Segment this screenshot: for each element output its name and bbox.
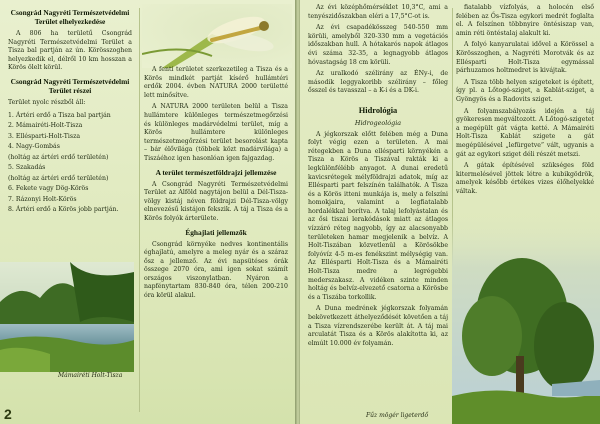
left-page xyxy=(0,0,296,424)
natura-paragraph-1: A fenti területet szerkezetileg a Tisza és a Körös mindkét partját kísérő hullámtéri erdők 2004. évben NATURA 2000 területté lett minősítve. xyxy=(144,66,288,99)
photo-caption: Mámairéti Holt-Tisza xyxy=(58,372,123,379)
location-title: Csongrád Nagyréti Természetvédelmi Terület elhelyezkedése xyxy=(10,8,130,26)
column-4 xyxy=(456,4,594,199)
river-paragraph-2: A folyó kanyarulatai idővel a Körössel a Körösszoghen, a Nagyréti Morotvák és az Ellésparti Holt-Tisza egymással párhuzamos holtmedret is kivájtak. xyxy=(456,41,594,75)
nature-geography-heading: A terület természetföldrajzi jellemzése xyxy=(155,167,277,177)
column-1 xyxy=(8,4,132,216)
page-number: 2 xyxy=(4,406,12,422)
precipitation-paragraph: Az évi csapadékösszeg 540-550 mm körüli, amelyből 320-330 mm a vegetációs időszakban hull. A hótakarós napok átlagos évi száma 32-35, a legnagyobb átlagos hóvastagság 18 cm körüli. xyxy=(308,24,448,66)
hydrogeology-subheading: Hidrogeológia xyxy=(354,118,402,127)
dikes-paragraph: A gátak építésével szükséges föld kitermelésével jöttek létre a kubikgödrök, amelyek később értékes vizes élőhelyekké váltak. xyxy=(456,162,594,195)
column-divider xyxy=(139,8,140,412)
wind-paragraph: Az uralkodó szélirány az ÉNy-i, de második leggyakoribb szélirány – főleg ősszel és tavasszal – a K-i és a DK-i. xyxy=(308,70,448,95)
climate-heading: Éghajlati jellemzők xyxy=(185,227,247,237)
climate-paragraph: Csongrád környéke nedves kontinentális éghajlatú, amelyre a meleg nyár és a száraz ősz a jellemző. Az évi napsütéses órák összege 2070 óra, ami igen sokat számít országos viszonylatban. Nyáron a napfénytartam 830-840 óra, télen 200-210 óra körül alakul. xyxy=(144,240,288,300)
location-paragraph: A 806 ha területű Csongrád Nagyréti Természetvédelmi Terület a Tisza bal partján az ún. Körösszoghen helyezkedik el, délről 10 km hosszan a Körös ölelt körül. xyxy=(8,30,132,72)
column-3 xyxy=(308,4,448,351)
islands-paragraph: A Tisza több helyen szigeteket is épített, így pl. a Lőtogó-sziget, a Kablát-sziget, a Gyöngyös és a Radovits sziget. xyxy=(456,78,594,103)
willow-forest-photo xyxy=(452,216,600,424)
list-item: (holtág az ártéri erdő területén) xyxy=(8,174,109,182)
hydrogeology-paragraph: A jégkorszak előtt felében még a Duna folyt végig ezen a területen. A mai rétegekben a Duna ellésparti környékén a Tisza a Körös a Tiszával rakták ki a legkülönfélébb anyagot. A dunai eredetű kavicsrétegek mélyföldrajzi adatok, míg az Ellésparti part felszínén találhatók. A Tisza és a Körös itteni munkája is, mely a felszíni homokjaira, valamint a legfiatalabb hordalékkal borítva. A talaj lefolyástalan és az ősi tiszai lerakódások miatt az átlagos vízzáró réteg nagyobb, így az alacsonyabb területeken hamar megjelenik a belvíz. A Holt-Tiszában közvetlenül a Körösökbe folyóvíz 4-5 m-es fenékszint mélységig van. Az Ellésparti Holt-Tisza és a Mámairéti Holt-Tisza medre a legrégebbi mederszakasz. A vidéken szinte minden holtág és belvíz-elvezető csatorna a Körösbe és a Tiszába torkollik. xyxy=(308,130,448,301)
natura-paragraph-2: A NATURA 2000 területen belül a Tisza hullámtere különleges természetmegőrzési és különleges madárvédelmi terület, míg a Körös hullámtere különleges természetmegőrzési terület besorolást kapta – bár élővilága (többek közt madárvilága) a Tiszáéhoz igen hasonlóan igen fajgazdag. xyxy=(144,103,288,162)
list-item: 8. Ártéri erdő a Körös jobb partján. xyxy=(8,206,119,214)
temperature-paragraph: Az évi középhőmérséklet 10,3°C, ami a tenyészidőszakban eléri a 17,5°C-ot is. xyxy=(308,4,448,20)
hydrology-heading: Hidrológia xyxy=(358,105,398,115)
list-item: 3. Ellésparti-Holt-Tisza xyxy=(8,132,81,140)
parts-title: Csongrád Nagyréti Természetvédelmi Terület részei xyxy=(10,76,130,95)
list-item: 5. Szakadás xyxy=(8,164,46,172)
list-item: 2. Mámairéti-Holt-Tisza xyxy=(8,122,83,130)
parts-list xyxy=(8,111,132,216)
list-item: 7. Rázonyi Holt-Körös xyxy=(8,195,77,203)
list-item: (holtág az ártéri erdő területén) xyxy=(8,153,109,161)
list-item: 6. Fekete vagy Dög-Körös xyxy=(8,185,89,193)
list-item: 4. Nagy-Gombás xyxy=(8,143,60,151)
oxbow-lake-photo xyxy=(0,262,134,372)
danube-paragraph: A Duna medrének jégkorszak folyamán bekövetkezett áthelyeződését követően a táj a Tisza vízrendszerébe került át. A táj mai arculatát Tisza és a Körös alakította ki, az elmúlt 10.000 év folyamán. xyxy=(308,305,448,347)
regulation-paragraph: A folyamszabályozás idején a táj gyökeresen megváltozott. A Lőtogó-szigetet a megépült gát vágta ketté. A Mámairéti Holt-Tisza Kablát szigete a gát megépülésével „lefürgetve” vált, ugyanis a gát az egykori sziget déli részét metszi. xyxy=(456,107,594,158)
list-item: 1. Ártéri erdő a Tisza bal partján xyxy=(8,111,111,119)
parts-intro: Terület nyolc részből áll: xyxy=(8,98,86,106)
willow-photo-caption: Fűz mögér ligeterdő xyxy=(366,412,429,419)
nature-geography-paragraph: A Csongrád Nagyréti Természetvédelmi Terület az Alföld nagytájon belül a Dél-Tisza-völgy kistáj néven földrajzi Dél-Tisza-völgy elnevezésű kistájon fekszik. A táj a Tisza és a Körös folyók árterülete. xyxy=(144,180,288,222)
right-page xyxy=(300,0,600,424)
river-paragraph-1: fiatalabb vízfolyás, a holocén első felében az Ős-Tisza egykori medrét foglalta el. A felszínen többnyire öntésiszap van, amin réti öntéstalaj alakult ki. xyxy=(456,4,594,37)
column-2 xyxy=(144,66,288,304)
dragonfly-photo xyxy=(142,4,292,68)
